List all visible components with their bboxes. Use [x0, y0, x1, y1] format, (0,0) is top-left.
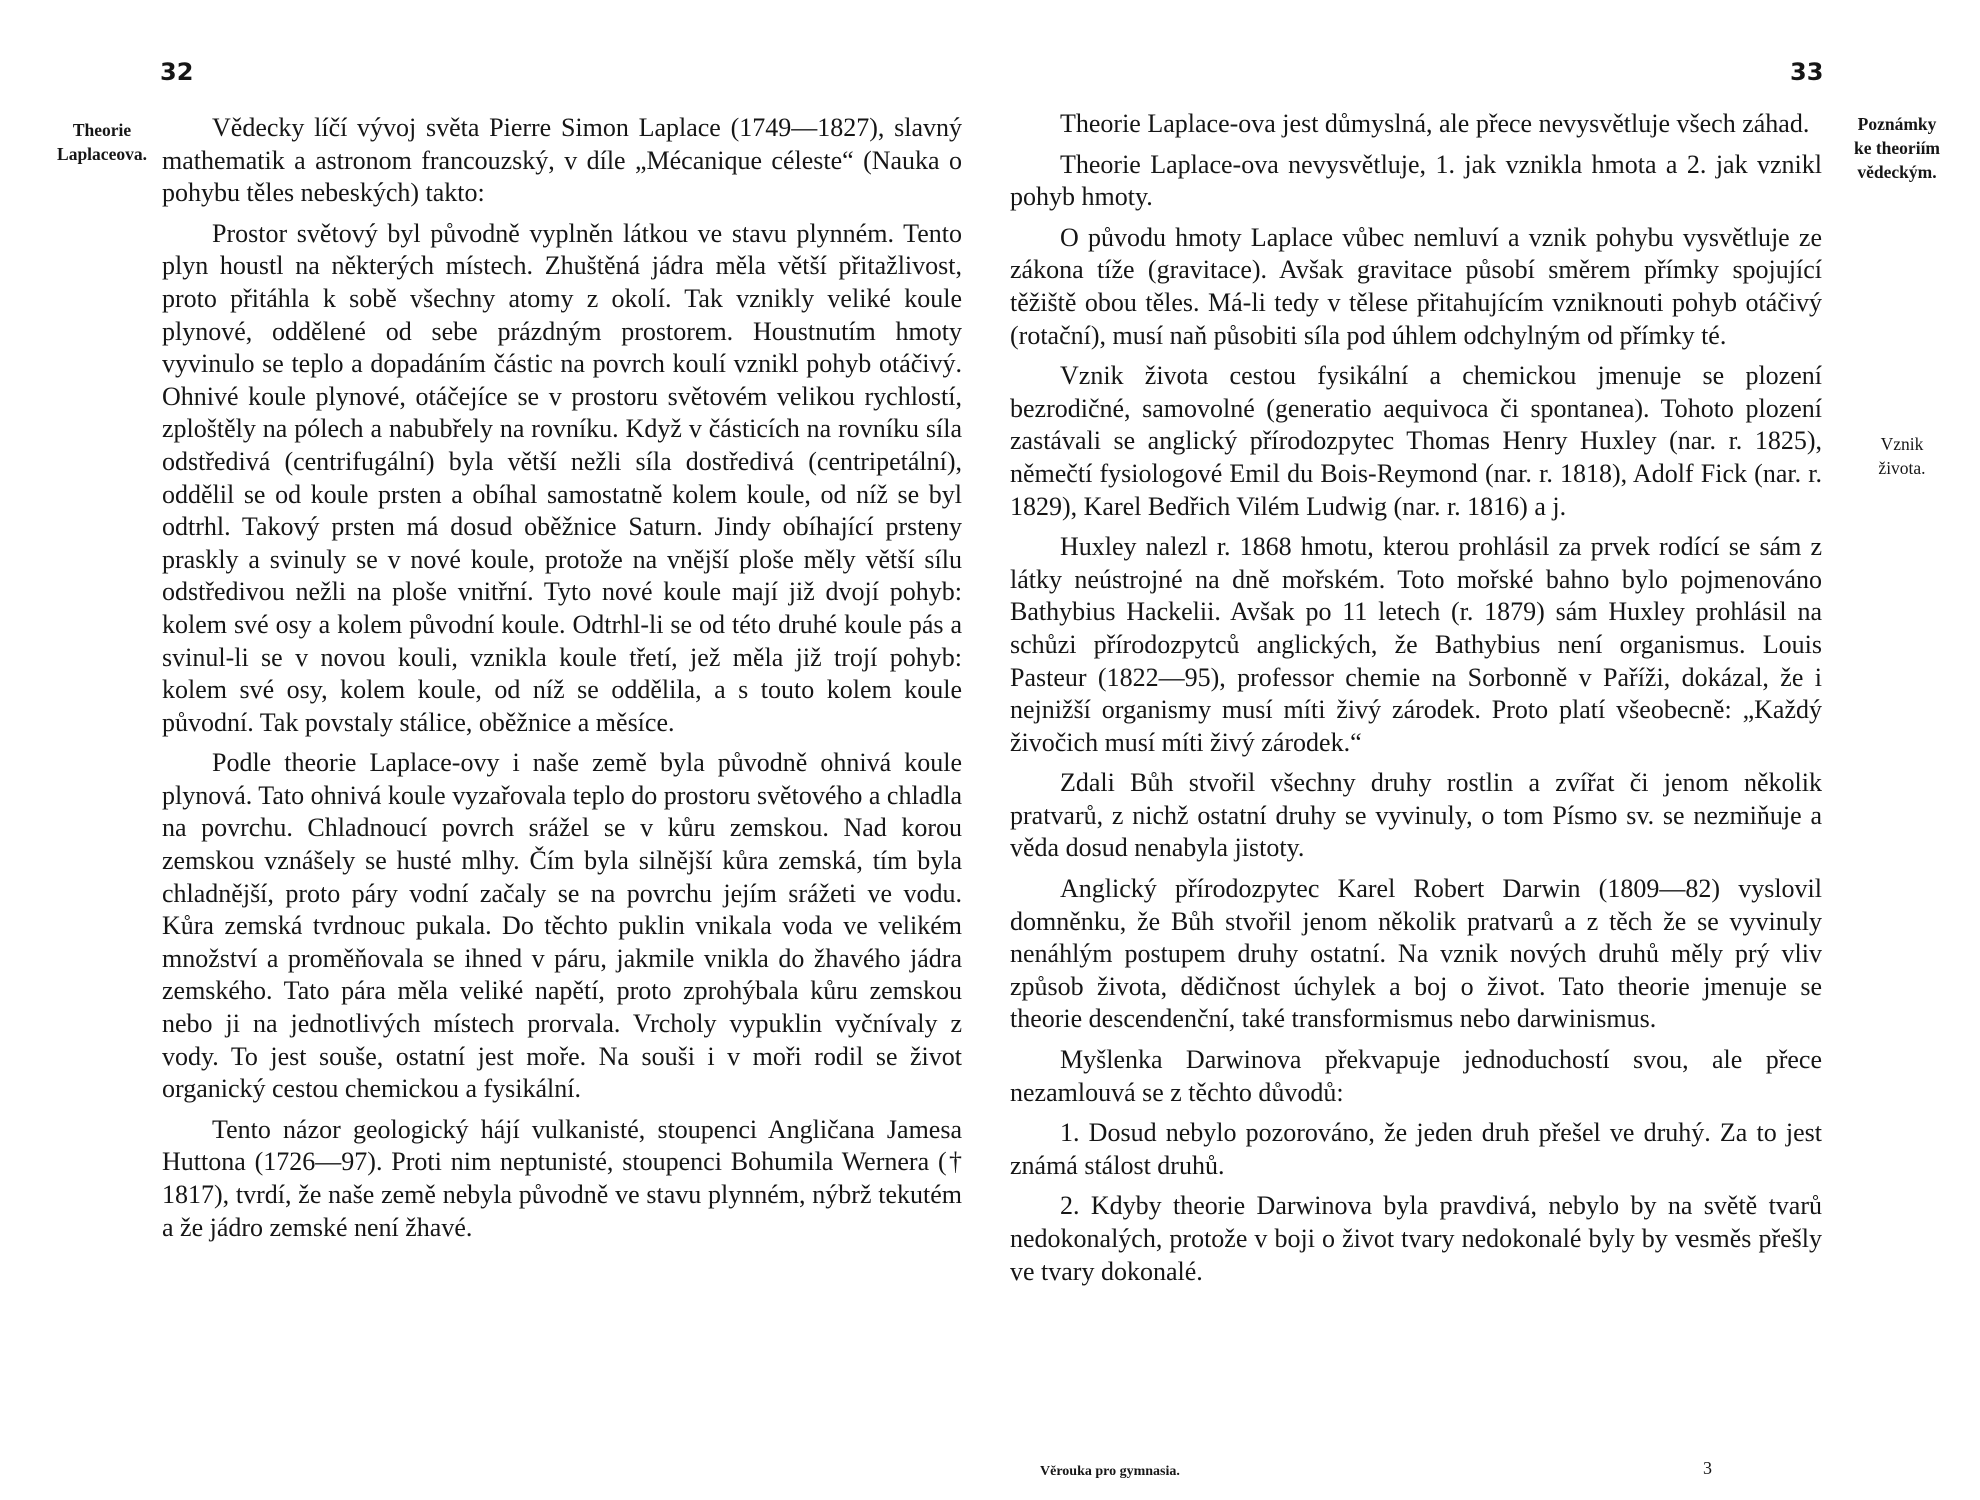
marginal-note-line: ke theoriím	[1853, 138, 1941, 158]
footer-signature: Věrouka pro gymnasia.	[1040, 1464, 1180, 1479]
paragraph: 2. Kdyby theorie Darwinova byla pravdivá, nebylo by na světě tvarů nedokonalých, protože v boji o život tvary nedokonalé byly by vesměs přešly ve tvary dokonalé.	[1010, 1191, 1822, 1286]
marginal-note-line: Theorie	[72, 120, 132, 140]
right-page-text	[1010, 108, 1822, 1296]
paragraph: Theorie Laplace-ova nevysvětluje, 1. jak vznikla hmota a 2. jak vznikl pohyb hmoty.	[1010, 149, 1822, 212]
paragraph: Vědecky líčí vývoj světa Pierre Simon Laplace (1749—1827), slavný mathematik a astronom francouzský, v díle „Mécanique céleste“ (Nauka o pohybu těles nebeských) takto:	[162, 113, 962, 208]
marginal-note-line: života.	[1878, 458, 1926, 478]
marginal-note-vznik-zivota	[1852, 432, 1952, 480]
footer-signature-mark: 3	[1703, 1458, 1712, 1478]
paragraph: Anglický přírodozpytec Karel Robert Darwin (1809—82) vyslovil domněnku, že Bůh stvořil jenom několik pratvarů a z těch že se vyvinuly nenáhlým postupem druhy ostatní. Na vznik nových druhů měly prý vliv způsob života, dědičnost úchylek a boj o život. Tato theorie jmenuje se theorie descendenční, také transformismus nebo darwinismus.	[1010, 874, 1822, 1034]
paragraph: O původu hmoty Laplace vůbec nemluví a vznik pohybu vysvětluje ze zákona tíže (gravitace). Avšak gravitace působí směrem přímky spojující těžiště obou těles. Má-li tedy v tělese přitahujícím vzniknouti pohyb otáčivý (rotační), musí naň působiti síla pod úhlem odchylným od přímky té.	[1010, 222, 1822, 350]
paragraph: 1. Dosud nebylo pozorováno, že jeden druh přešel ve druhý. Za to jest známá stálost druhů.	[1010, 1118, 1822, 1180]
paragraph: Theorie Laplace-ova jest důmyslná, ale přece nevysvětluje všech záhad.	[1060, 109, 1810, 138]
marginal-note-poznamky	[1832, 112, 1962, 184]
paragraph: Myšlenka Darwinova překvapuje jednoduchostí svou, ale přece nezamlouvá se z těchto důvodů:	[1010, 1045, 1822, 1107]
marginal-note-line: Laplaceova.	[57, 144, 147, 164]
paragraph: Zdali Bůh stvořil všechny druhy rostlin a zvířat či jenom několik pratvarů, z nichž ostatní druhy se vyvinuly, o tom Písmo sv. se nezmiňuje a věda dosud nenabyla jistoty.	[1010, 768, 1822, 863]
page-number-right: 33	[1790, 58, 1824, 86]
marginal-note-theorie-laplaceova	[52, 118, 152, 166]
right-page	[990, 0, 1980, 1500]
marginal-note-line: Poznámky	[1857, 114, 1937, 134]
paragraph: Vznik života cestou fysikální a chemickou jmenuje se plození bezrodičné, samovolné (generatio aequivoca či spontanea). Tohoto plození zastávali se anglický přírodozpytec Thomas Henry Huxley (nar. r. 1825), němečtí fysiologové Emil du Bois-Reymond (nar. r. 1818), Adolf Fick (nar. r. 1829), Karel Bedřich Vilém Ludwig (nar. r. 1816) a j.	[1010, 361, 1822, 521]
marginal-note-line: Vznik	[1880, 434, 1924, 454]
paragraph: Tento názor geologický hájí vulkanisté, stoupenci Angličana Jamesa Huttona (1726—97). Proti nim neptunisté, stoupenci Bohumila Wernera († 1817), tvrdí, že naše země nebyla původně ve stavu plynném, nýbrž tekutém a že jádro zemské není žhavé.	[162, 1114, 962, 1242]
paragraph: Podle theorie Laplace-ovy i naše země byla původně ohnivá koule plynová. Tato ohnivá koule vyzařovala teplo do prostoru světového a chladla na povrchu. Chladnoucí povrch srážel se v kůru zemskou. Nad korou zemskou vznášely se husté mlhy. Čím byla silnější kůra zemská, tím byla chladnější, proto páry vodní začaly se na povrchu jejím srážeti ve vodu. Kůra zemská tvrdnouc pukala. Do těchto puklin vnikala voda ve velikém množství a proměňovala se ihned v páru, jakmile vnikla do žhavého jádra zemského. Tato pára měla veliké napětí, proto zprohýbala kůru zemskou nebo ji na jednotlivých místech prorvala. Vrcholy vypuklin vyčnívaly z vody. To jest souše, ostatní jest moře. Na souši i v moři rodil se život organický cestou chemickou a fysikální.	[162, 748, 962, 1104]
paragraph: Huxley nalezl r. 1868 hmotu, kterou prohlásil za prvek rodící se sám z látky neústrojné na dně mořském. Toto mořské bahno bylo pojmenováno Bathybius Hackelii. Avšak po 11 letech (r. 1879) sám Huxley prohlásil na schůzi přírodozpytců anglických, že Bathybius není organismus. Louis Pasteur (1822—95), professor chemie na Sorbonně v Paříži, dokázal, že i nejnižší organismy musí míti živý zárodek. Proto platí všeobecně: „Každý živočich musí míti živý zárodek.“	[1010, 532, 1822, 757]
left-page-text	[162, 112, 962, 1252]
marginal-note-line: vědeckým.	[1857, 162, 1937, 182]
page-number-left: 32	[160, 58, 194, 86]
paragraph: Prostor světový byl původně vyplněn látkou ve stavu plynném. Tento plyn houstl na některých místech. Zhuštěná jádra měla větší přitažlivost, proto přitáhla k sobě všechny atomy z okolí. Tak vznikly veliké koule plynové, oddělené od sebe prázdným prostorem. Houstnutím hmoty vyvinulo se teplo a dopadáním částic na povrch koulí vznikl pohyb otáčivý. Ohnivé koule plynové, otáčejíce se v prostoru světovém velikou rychlostí, zploštěly na pólech a nabubřely na rovníku. Když v částicích na rovníku síla odstředivá (centrifugální) byla větší nežli síla dostředivá (centripetální), oddělil se od koule prsten a obíhal samostatně kolem koule, od níž se byl odtrhl. Takový prsten má dosud oběžnice Saturn. Jindy obíhající prsteny praskly a svinuly se v nové koule, protože na vnější ploše měly větší sílu odstředivou nežli na ploše vnitřní. Tyto nové koule mají již dvojí pohyb: kolem své osy a kolem původní koule. Odtrhl-li se od této druhé koule pás a svinul-li se v novou kouli, vznikla koule třetí, jež měla již trojí pohyb: kolem své osy, kolem koule, od níž se oddělila, a s touto kolem koule původní. Tak povstaly stálice, oběžnice a měsíce.	[162, 218, 962, 737]
